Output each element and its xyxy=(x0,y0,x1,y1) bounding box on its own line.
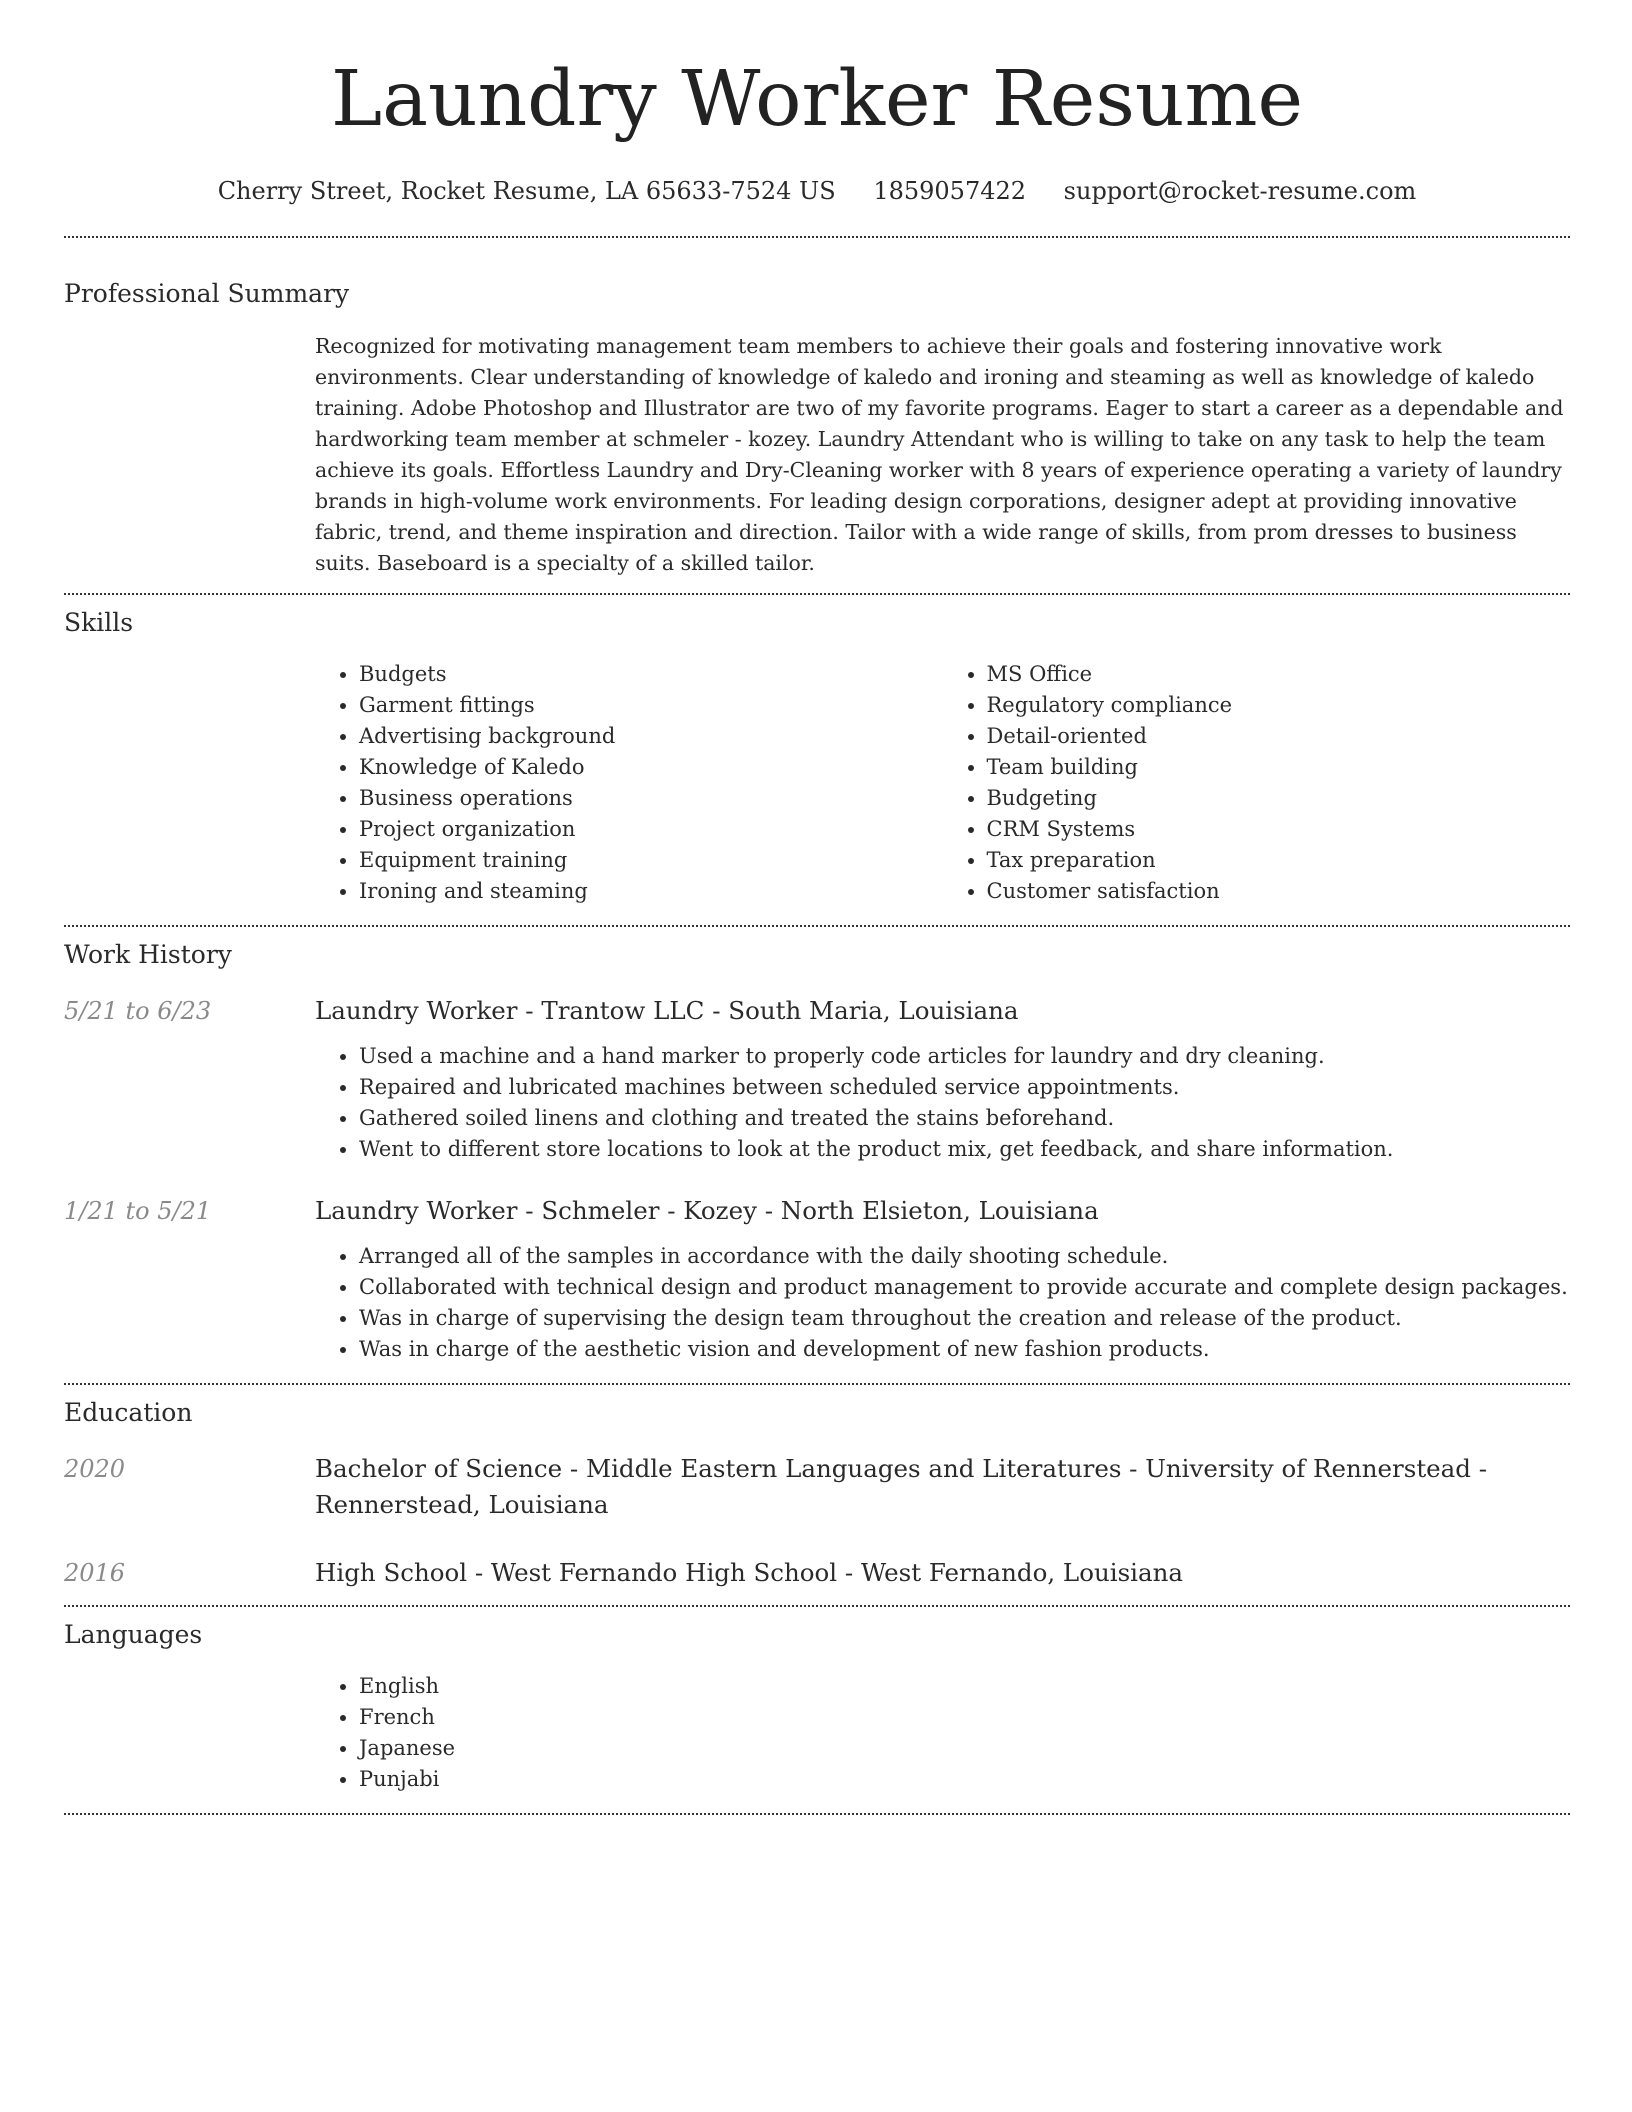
job-duty: • Arranged all of the samples in accordance with the daily shooting schedule. xyxy=(359,1241,1570,1272)
job-title: Laundry Worker - Trantow LLC - South Maria, Louisiana xyxy=(315,996,1019,1025)
skill-item: • Ironing and steaming xyxy=(359,876,943,907)
section-divider xyxy=(64,925,1570,927)
languages-heading: Languages xyxy=(64,1620,203,1649)
skills-list xyxy=(315,659,1570,907)
job-dates: 5/21 to 6/23 xyxy=(64,997,212,1025)
job-title: Laundry Worker - Schmeler - Kozey - North Elsieton, Louisiana xyxy=(315,1196,1099,1225)
skill-item: • Advertising background xyxy=(359,721,943,752)
job-duties xyxy=(315,1241,1570,1365)
education-entry xyxy=(64,1555,1570,1591)
job-duty: • Collaborated with technical design and product management to provide accurate and complete design packages. xyxy=(359,1272,1570,1303)
skill-item: • Garment fittings xyxy=(359,690,943,721)
job-duty: • Went to different store locations to look at the product mix, get feedback, and share information. xyxy=(359,1134,1570,1165)
skill-item: • Knowledge of Kaledo xyxy=(359,752,943,783)
resume-page xyxy=(64,0,1570,1815)
skill-item: • Equipment training xyxy=(359,845,943,876)
job-duty: • Used a machine and a hand marker to properly code articles for laundry and dry cleaning. xyxy=(359,1041,1570,1072)
language-item: • French xyxy=(359,1702,1570,1733)
education-heading: Education xyxy=(64,1398,193,1427)
education-year: 2016 xyxy=(64,1559,126,1587)
skill-item: • Project organization xyxy=(359,814,943,845)
skills-heading: Skills xyxy=(64,608,134,637)
skill-item: • CRM Systems xyxy=(987,814,1571,845)
resume-title: Laundry Worker Resume xyxy=(330,55,1304,144)
contact-phone: 1859057422 xyxy=(873,177,1027,205)
education-entry xyxy=(64,1451,1570,1523)
summary-text: Recognized for motivating management team members to achieve their goals and fostering innovative work environments. Clear understanding of knowledge of kaledo and ironing and steaming as well as knowledge of kaledo training. Adobe Photoshop and Illustrator are two of my favorite programs. Eager to start a career as a dependable and hardworking team member at schmeler - kozey. Laundry Attendant who is willing to take on any task to help the team achieve its goals. Effortless Laundry and Dry-Cleaning worker with 8 years of experience operating a variety of laundry brands in high-volume work environments. For leading design corporations, designer adept at providing innovative fabric, trend, and theme inspiration and direction. Tailor with a wide range of skills, from prom dresses to business suits. Baseboard is a specialty of a skilled tailor. xyxy=(315,334,1564,575)
education-year: 2020 xyxy=(64,1455,126,1483)
job-duty: • Was in charge of the aesthetic vision and development of new fashion products. xyxy=(359,1334,1570,1365)
language-item: • English xyxy=(359,1671,1570,1702)
work-heading: Work History xyxy=(64,940,232,969)
skill-item: • Regulatory compliance xyxy=(987,690,1571,721)
section-divider xyxy=(64,236,1570,238)
job-duties xyxy=(315,1041,1570,1165)
contact-email: support@rocket-resume.com xyxy=(1063,177,1417,205)
languages-list xyxy=(315,1671,1570,1795)
skill-item: • Team building xyxy=(987,752,1571,783)
contact-line xyxy=(64,174,1570,208)
summary-heading: Professional Summary xyxy=(64,279,350,308)
skills-column-right xyxy=(943,659,1571,907)
job-entry xyxy=(64,1193,1570,1229)
skills-column-left xyxy=(315,659,943,907)
contact-address: Cherry Street, Rocket Resume, LA 65633-7524 US xyxy=(217,177,836,205)
skill-item: • Detail-oriented xyxy=(987,721,1571,752)
section-divider xyxy=(64,593,1570,595)
language-item: • Punjabi xyxy=(359,1764,1570,1795)
skill-item: • Business operations xyxy=(359,783,943,814)
section-divider xyxy=(64,1813,1570,1815)
language-item: • Japanese xyxy=(359,1733,1570,1764)
skill-item: • Budgets xyxy=(359,659,943,690)
education-title: High School - West Fernando High School - West Fernando, Louisiana xyxy=(315,1558,1183,1587)
skill-item: • Tax preparation xyxy=(987,845,1571,876)
section-divider xyxy=(64,1605,1570,1607)
skill-item: • MS Office xyxy=(987,659,1571,690)
skill-item: • Customer satisfaction xyxy=(987,876,1571,907)
skill-item: • Budgeting xyxy=(987,783,1571,814)
job-duty: • Gathered soiled linens and clothing and treated the stains beforehand. xyxy=(359,1103,1570,1134)
job-entry xyxy=(64,993,1570,1029)
job-dates: 1/21 to 5/21 xyxy=(64,1197,212,1225)
education-title: Bachelor of Science - Middle Eastern Languages and Literatures - University of Rennerstead - Rennerstead, Louisiana xyxy=(315,1454,1488,1519)
job-duty: • Was in charge of supervising the design team throughout the creation and release of the product. xyxy=(359,1303,1570,1334)
section-divider xyxy=(64,1383,1570,1385)
job-duty: • Repaired and lubricated machines between scheduled service appointments. xyxy=(359,1072,1570,1103)
